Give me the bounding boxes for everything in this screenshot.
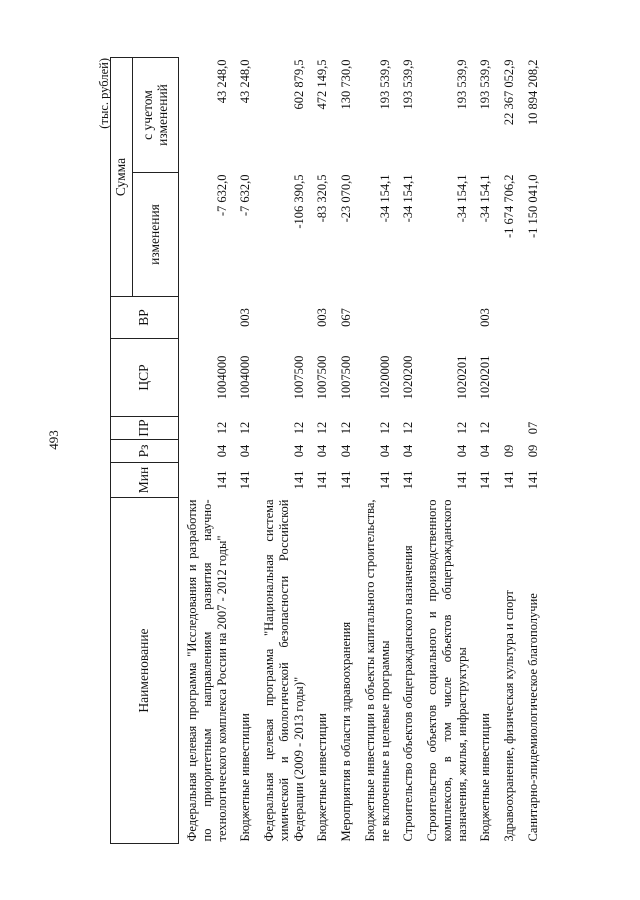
table-row [315, 57, 333, 843]
row-change: -23 070,0 [339, 174, 353, 223]
header-name: Наименование [111, 498, 179, 844]
row-vr [502, 297, 520, 339]
row-name: Федеральная целевая программа "Исследования и разработки по приоритетным направлениям развития научно-технологического комплекса России на 2007 - 2012 годы" [185, 499, 229, 842]
header-rz: Рз [111, 440, 179, 463]
row-total: 193 539,9 [401, 59, 416, 110]
row-rz: 04 [377, 444, 392, 458]
row-csr: 1007500 [291, 355, 306, 400]
row-min: 141 [401, 470, 416, 490]
row-total: 130 730,0 [339, 59, 353, 110]
table-row [502, 57, 520, 843]
row-total: 193 539,9 [454, 59, 469, 110]
row-pr: 12 [478, 421, 493, 435]
row-min: 141 [377, 470, 392, 490]
header-pr: ПР [111, 417, 179, 440]
table-row [363, 57, 396, 843]
row-vr: 003 [478, 308, 493, 327]
row-change: -83 320,5 [315, 174, 330, 223]
row-change: -34 154,1 [478, 174, 493, 223]
row-change: -106 390,5 [291, 174, 306, 229]
row-rz: 04 [478, 444, 493, 458]
row-total: 602 879,5 [291, 59, 306, 110]
row-csr: 1020000 [377, 355, 392, 400]
row-vr: 067 [339, 308, 353, 327]
row-vr: 003 [238, 308, 253, 327]
row-csr: 1007500 [315, 355, 330, 400]
row-change: -34 154,1 [377, 174, 392, 223]
row-pr: 12 [291, 421, 306, 435]
row-min: 141 [339, 470, 353, 490]
row-total: 193 539,9 [478, 59, 493, 110]
row-change: -1 150 041,0 [525, 174, 540, 239]
row-min: 141 [478, 470, 493, 490]
header-with-changes: с учетом изменений [133, 57, 179, 172]
row-csr: 1007500 [339, 355, 353, 400]
table-row [478, 57, 496, 843]
row-pr: 12 [315, 421, 330, 435]
row-name: Бюджетные инвестиции [478, 713, 493, 842]
row-change: -1 674 706,2 [502, 174, 516, 239]
row-total: 10 894 208,2 [525, 59, 540, 126]
row-change: -34 154,1 [454, 174, 469, 223]
row-change: -7 632,0 [238, 174, 253, 217]
row-rz: 09 [525, 444, 540, 458]
row-min: 141 [291, 470, 306, 490]
table-row [425, 57, 472, 843]
row-vr [425, 297, 472, 339]
row-min: 141 [502, 470, 516, 490]
row-pr: 12 [214, 421, 229, 435]
row-rz: 04 [454, 444, 469, 458]
row-name: Мероприятия в области здравоохранения [339, 621, 353, 842]
row-change: -34 154,1 [401, 174, 416, 223]
row-name: Строительство объектов социального и производственного комплексов, в том числе объектов общегражданского назначения, жилья, инфраструктуры [425, 499, 469, 842]
header-csr: ЦСР [111, 339, 179, 417]
row-rz: 04 [315, 444, 330, 458]
header-min: Мин [111, 463, 179, 498]
row-csr: 1020201 [478, 355, 493, 400]
header-changes: изменения [133, 173, 179, 297]
table-row [526, 57, 544, 843]
row-rz: 04 [238, 444, 253, 458]
row-csr [526, 339, 544, 417]
row-min: 141 [525, 470, 540, 490]
row-name: Федеральная целевая программа "Национальная система химической и биологической безопасности Российской Федерации (2009 - 2013 годы)" [262, 499, 306, 842]
row-name: Бюджетные инвестиции [315, 713, 330, 842]
header-sum: Сумма [111, 57, 133, 296]
row-name: Санитарно-эпидемиологическое благополучие [525, 593, 540, 842]
row-vr [185, 297, 232, 339]
row-min: 141 [454, 470, 469, 490]
page-number: 493 [46, 430, 61, 450]
row-rz: 04 [339, 444, 353, 458]
row-total: 43 248,0 [238, 59, 253, 104]
row-vr: 003 [315, 308, 330, 327]
row-total: 472 149,5 [315, 59, 330, 110]
row-pr: 07 [525, 421, 540, 435]
row-vr [363, 297, 396, 339]
row-pr [502, 417, 520, 440]
row-min: 141 [214, 470, 229, 490]
row-pr: 12 [238, 421, 253, 435]
row-vr [401, 297, 419, 339]
row-csr: 1020200 [401, 355, 416, 400]
row-total: 193 539,9 [377, 59, 392, 110]
row-rz: 04 [291, 444, 306, 458]
row-name: Строительство объектов общегражданского назначения [401, 545, 416, 842]
row-vr [526, 297, 544, 339]
row-total: 22 367 052,9 [502, 59, 516, 126]
table-row [262, 57, 309, 843]
table-row [339, 57, 357, 843]
table-body [179, 57, 544, 843]
table-row [238, 57, 256, 843]
header-vr: ВР [111, 297, 179, 339]
row-name: Бюджетные инвестиции [238, 713, 253, 842]
row-rz: 04 [214, 444, 229, 458]
units-label: (тыс. рублей) [97, 58, 111, 129]
row-change: -7 632,0 [214, 174, 229, 217]
row-min: 141 [315, 470, 330, 490]
budget-table [110, 57, 544, 844]
row-csr: 1004000 [238, 355, 253, 400]
row-csr: 1020201 [454, 355, 469, 400]
row-csr: 1004000 [214, 355, 229, 400]
row-name: Бюджетные инвестиции в объекты капитального строительства, не включенные в целевые программы [362, 499, 392, 842]
row-total: 43 248,0 [214, 59, 229, 104]
table-row [185, 57, 232, 843]
row-pr: 12 [401, 421, 416, 435]
row-min: 141 [238, 470, 253, 490]
row-pr: 12 [339, 421, 353, 435]
table-row [401, 57, 419, 843]
row-vr [262, 297, 309, 339]
row-rz: 09 [502, 444, 516, 458]
row-pr: 12 [454, 421, 469, 435]
row-name: Здравоохранение, физическая культура и спорт [502, 590, 516, 842]
row-csr [502, 339, 520, 417]
row-rz: 04 [401, 444, 416, 458]
row-pr: 12 [377, 421, 392, 435]
